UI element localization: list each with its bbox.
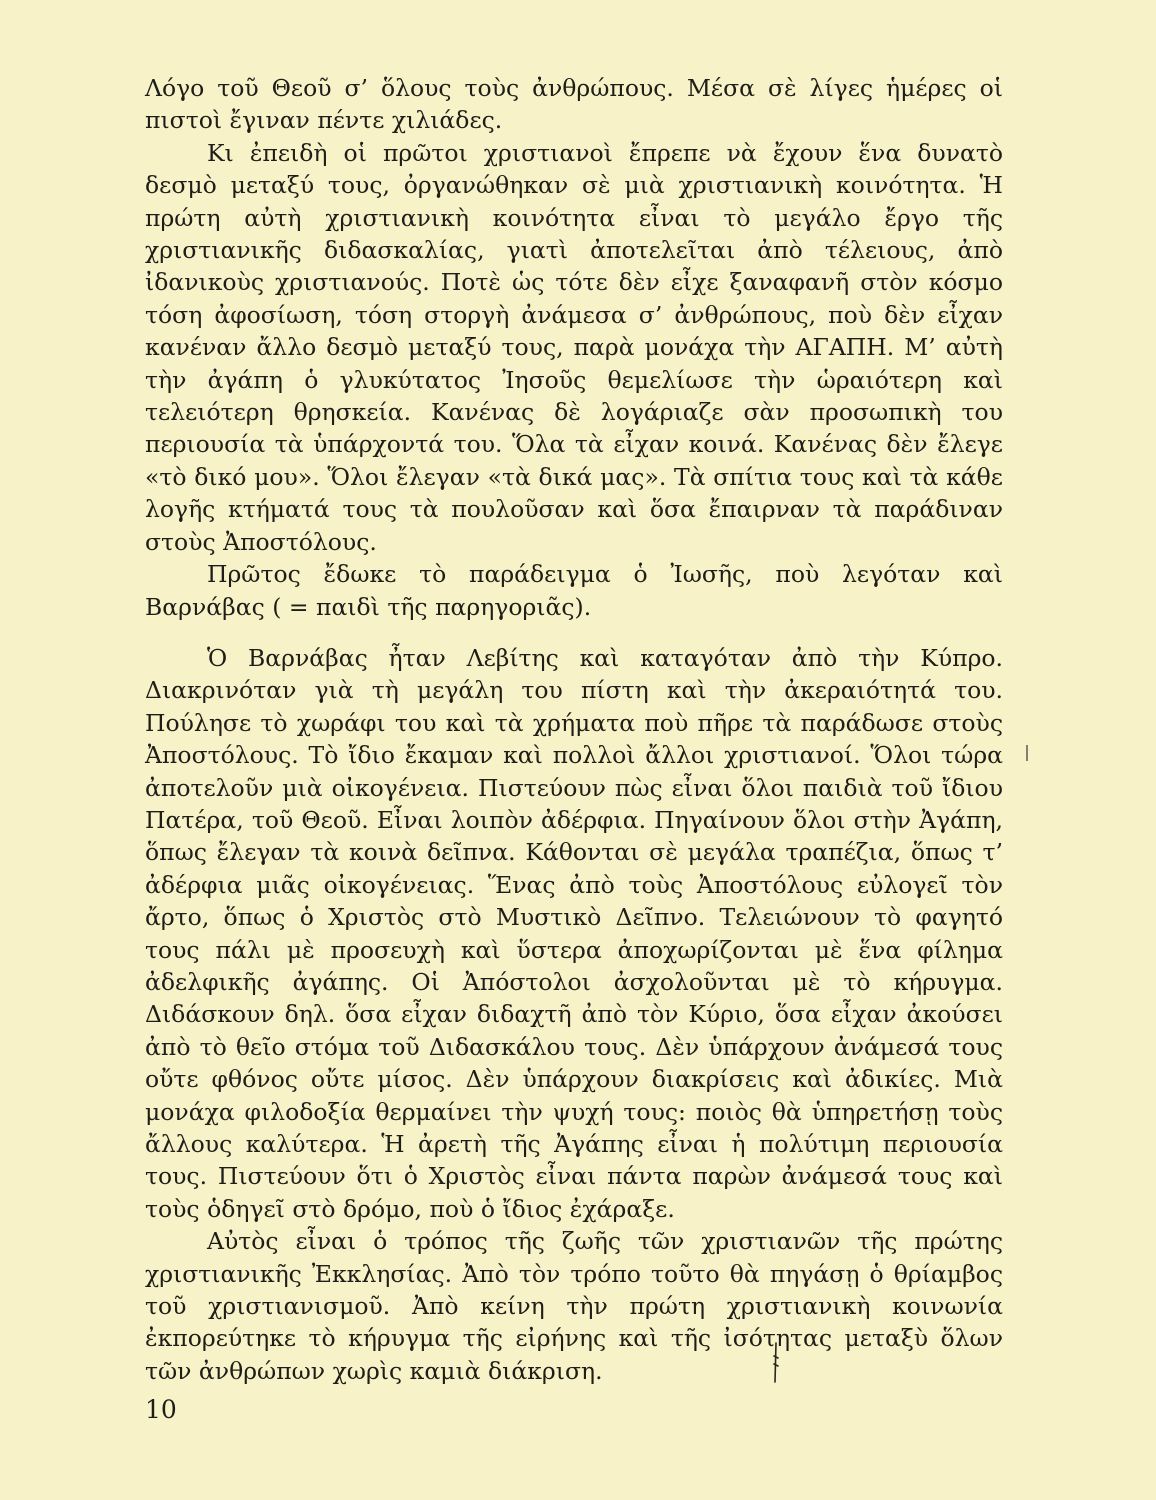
page-number: 10 — [145, 1395, 177, 1424]
paragraph-3: Πρῶτος ἔδωκε τὸ παράδειγμα ὁ Ἰωσῆς, ποὺ λεγόταν καὶ Βαρνάβας ( = παιδὶ τῆς παρηγοριᾶς). — [145, 560, 1003, 621]
paragraph-5: Αὐτὸς εἶναι ὁ τρόπος τῆς ζωῆς τῶν χριστιανῶν τῆς πρώτης χριστιανικῆς Ἐκκλησίας. Ἀπὸ τὸν τρόπο τοῦτο θὰ πηγάσῃ ὁ θρίαμβος τοῦ χριστιανισμοῦ. Ἀπὸ κείνη τὴν πρώτη χριστιανικὴ κοινωνία ἐκπορεύτηκε τὸ κήρυγμα τῆς εἰρήνης καὶ τῆς ἰσότητας μεταξὺ ὅλων τῶν ἀνθρώπων χωρὶς καμιὰ διάκριση. — [145, 1227, 1003, 1385]
margin-tick-decoration — [1025, 744, 1029, 762]
paragraph-2: Κι ἐπειδὴ οἱ πρῶτοι χριστιανοὶ ἔπρεπε νὰ ἔχουν ἕνα δυνατὸ δεσμὸ μεταξύ τους, ὀργανώθηκαν σὲ μιὰ χριστιανικὴ κοινότητα. Ἡ πρώτη αὐτὴ χριστιανικὴ κοινότητα εἶναι τὸ μεγάλο ἔργο τῆς χριστιανικῆς διδασκαλίας, γιατὶ ἀποτελεῖται ἀπὸ τέλειους, ἀπὸ ἰδανικοὺς χριστιανούς. Ποτὲ ὡς τότε δὲν εἶχε ξαναφανῆ στὸν κόσμο τόση ἀφοσίωση, τόση στοργὴ ἀνάμεσα σ’ ἀνθρώπους, ποὺ δὲν εἶχαν κανέναν ἄλλο δεσμὸ μεταξύ τους, παρὰ μονάχα τὴν ΑΓΑΠΗ. Μ’ αὐτὴ τὴν ἀγάπη ὁ γλυκύτατος Ἰησοῦς θεμελίωσε τὴν ὡραιότερη καὶ τελειότερη θρησκεία. Κανένας δὲ λογάριαζε σὰν προσωπικὴ του περιουσία τὰ ὑπάρχοντά του. Ὅλα τὰ εἶχαν κοινά. Κανένας δὲν ἔλεγε «τὸ δικό μου». Ὅλοι ἔλεγαν «τὰ δικά μας». Τὰ σπίτια τους καὶ τὰ κάθε λογῆς κτήματά τους τὰ πουλοῦσαν καὶ ὅσα ἔπαιρναν τὰ παράδιναν στοὺς Ἀποστόλους. — [145, 138, 1003, 556]
paragraph-1: Λόγο τοῦ Θεοῦ σ’ ὅλους τοὺς ἀνθρώπους. Μέσα σὲ λίγες ἡμέρες οἱ πιστοὶ ἔγιναν πέντε χιλιάδες. — [145, 74, 1003, 135]
pen-mark-decoration — [770, 1342, 782, 1384]
paragraph-4: Ὁ Βαρνάβας ἦταν Λεβίτης καὶ καταγόταν ἀπὸ τὴν Κύπρο. Διακρινόταν γιὰ τὴ μεγάλη του πίστη καὶ τὴν ἀκεραιότητά του. Πούλησε τὸ χωράφι του καὶ τὰ χρήματα ποὺ πῆρε τὰ παράδωσε στοὺς Ἀποστόλους. Τὸ ἴδιο ἔκαμαν καὶ πολλοὶ ἄλλοι χριστιανοί. Ὅλοι τώρα ἀποτελοῦν μιὰ οἰκογένεια. Πιστεύουν πὼς εἶναι ὅλοι παιδιὰ τοῦ ἴδιου Πατέρα, τοῦ Θεοῦ. Εἶναι λοιπὸν ἀδέρφια. Πηγαίνουν ὅλοι στὴν Ἀγάπη, ὅπως ἔλεγαν τὰ κοινὰ δεῖπνα. Κάθονται σὲ μεγάλα τραπέζια, ὅπως τ’ ἀδέρφια μιᾶς οἰκογένειας. Ἕνας ἀπὸ τοὺς Ἀποστόλους εὐλογεῖ τὸν ἄρτο, ὅπως ὁ Χριστὸς στὸ Μυστικὸ Δεῖπνο. Τελειώνουν τὸ φαγητό τους πάλι μὲ προσευχὴ καὶ ὕστερα ἀποχωρίζονται μὲ ἕνα φίλημα ἀδελφικῆς ἀγάπης. Οἱ Ἀπόστολοι ἀσχολοῦνται μὲ τὸ κήρυγμα. Διδάσκουν δηλ. ὅσα εἶχαν διδαχτῆ ἀπὸ τὸν Κύριο, ὅσα εἶχαν ἀκούσει ἀπὸ τὸ θεῖο στόμα τοῦ Διδασκάλου τους. Δὲν ὑπάρχουν ἀνάμεσά τους οὔτε φθόνος οὔτε μίσος. Δὲν ὑπάρχουν διακρίσεις καὶ ἀδικίες. Μιὰ μονάχα φιλοδοξία θερμαίνει τὴν ψυχή τους: ποιὸς θὰ ὑπηρετήσῃ τοὺς ἄλλους καλύτερα. Ἡ ἀρετὴ τῆς Ἀγάπης εἶναι ἡ πολύτιμη περιουσία τους. Πιστεύουν ὅτι ὁ Χριστὸς εἶναι πάντα παρὼν ἀνάμεσά τους καὶ τοὺς ὁδηγεῖ στὸ δρόμο, ποὺ ὁ ἴδιος ἐχάραξε. — [145, 643, 1003, 1223]
body-text — [145, 72, 1003, 1387]
